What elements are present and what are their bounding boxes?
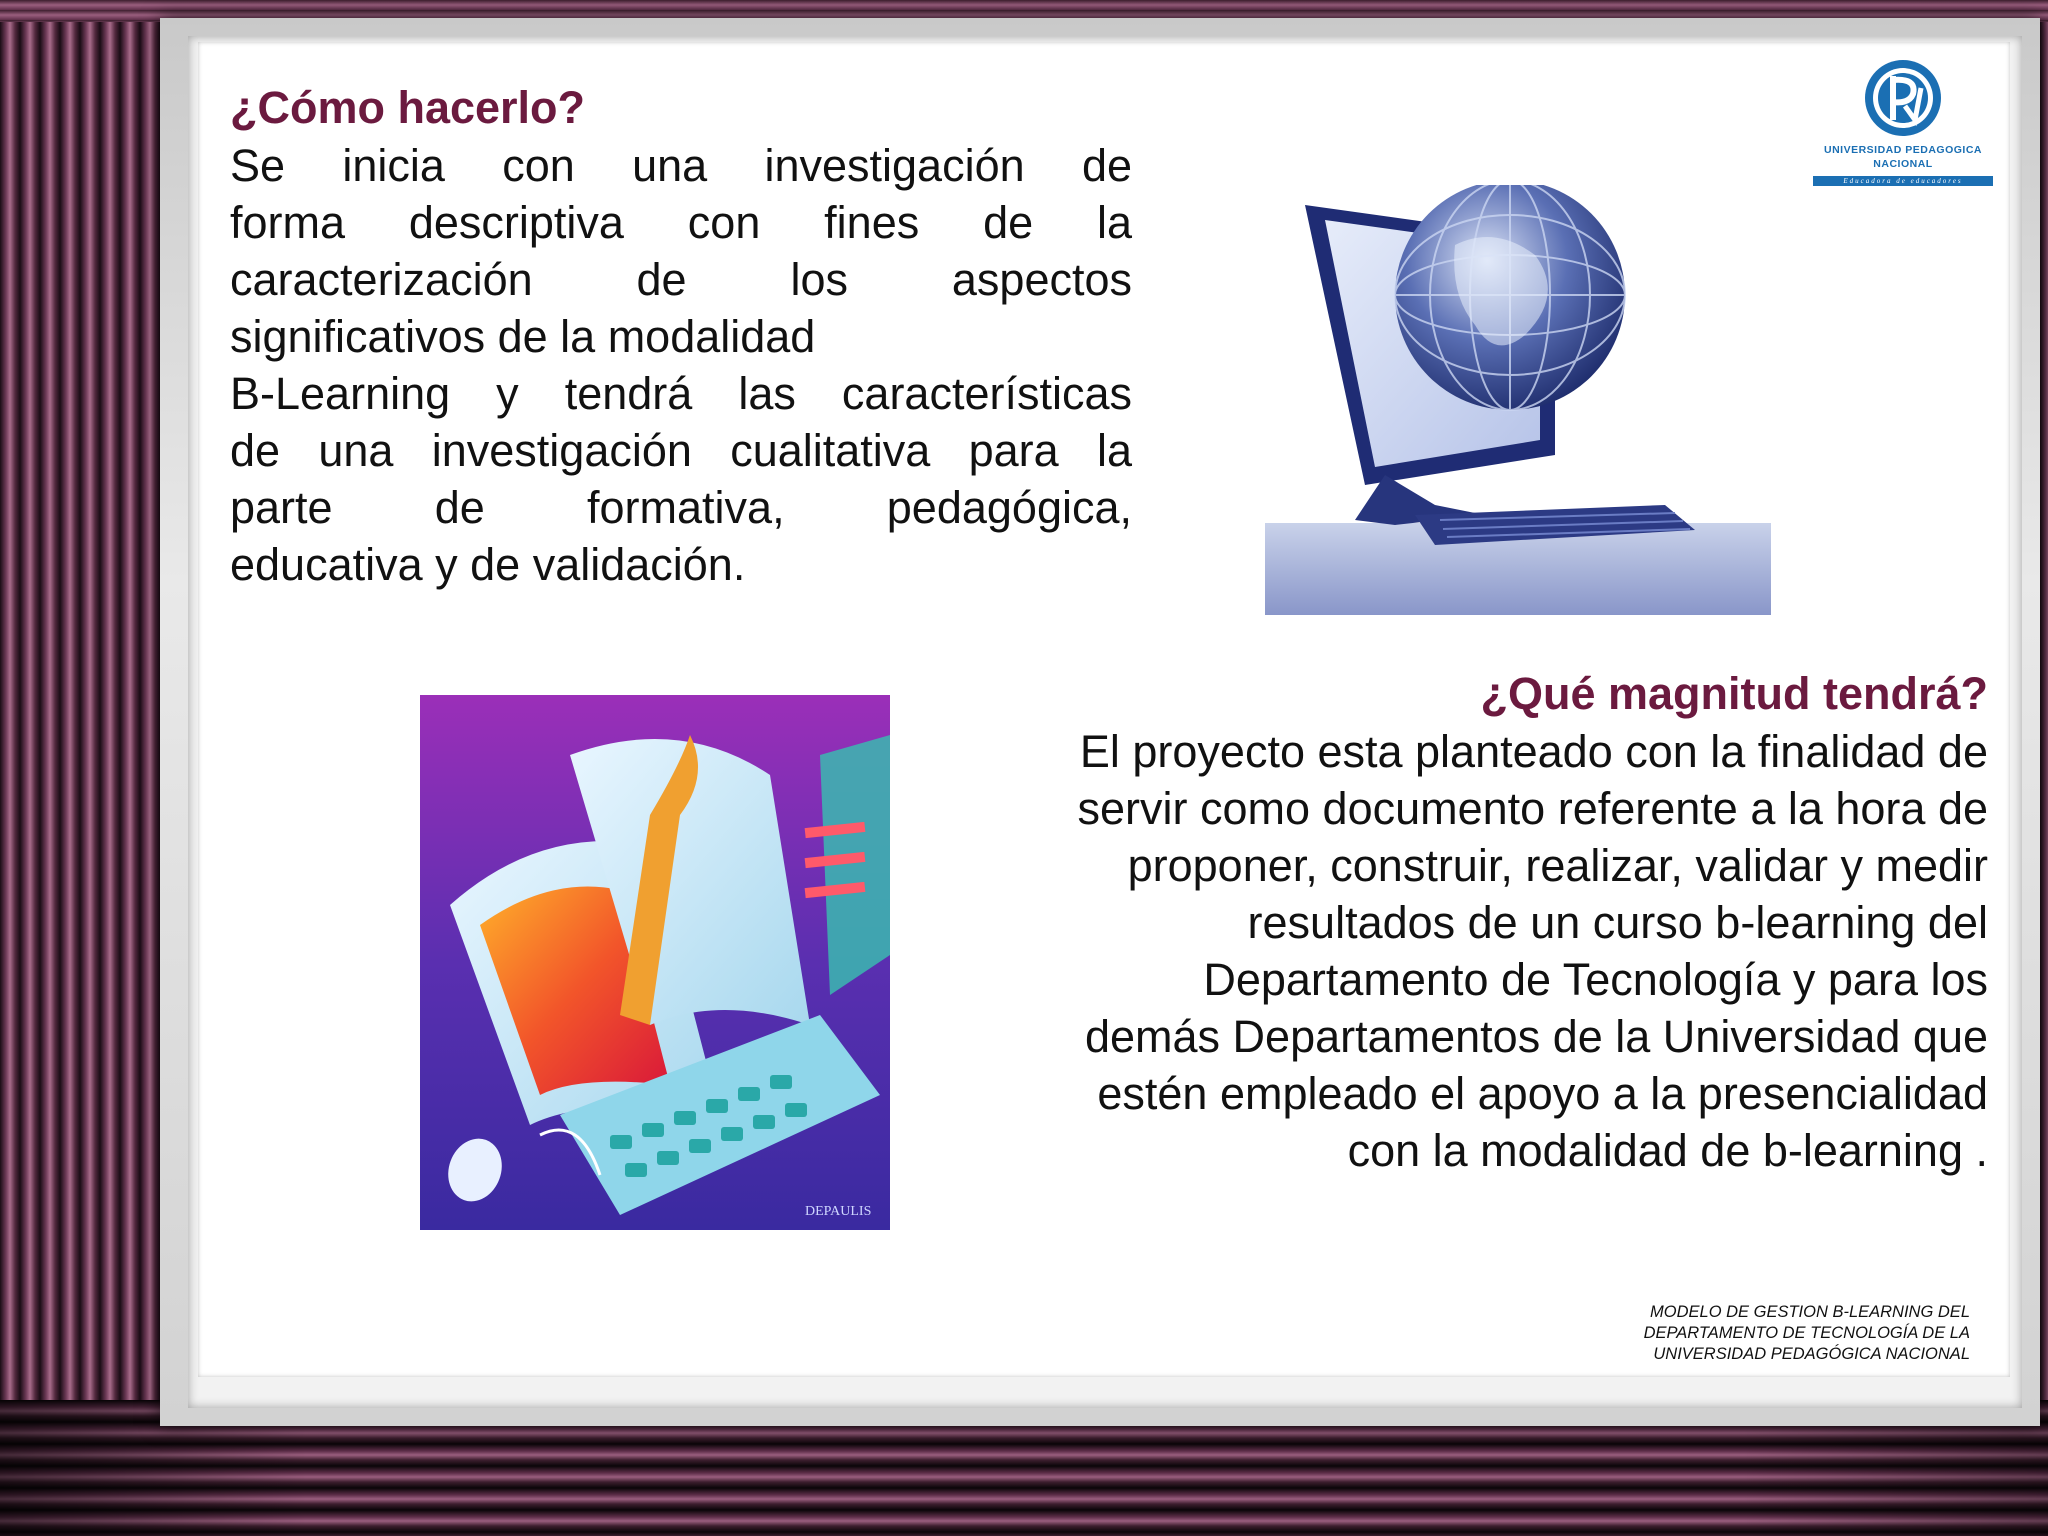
book-computer-clipart-image (420, 695, 895, 1255)
section2-line: demás Departamentos de la Universidad que (1084, 1011, 1988, 1062)
section1-line: Se inicia con una investigación de (230, 140, 1132, 191)
footer-line: DEPARTAMENTO DE TECNOLOGÍA DE LA (1643, 1324, 1970, 1342)
heading-que-magnitud: ¿Qué magnitud tendrá? (1480, 668, 1988, 719)
clipart-signature: DEPAULIS (805, 1204, 872, 1219)
section1-line: de una investigación cualitativa para la (230, 425, 1132, 476)
section2-line: proponer, construir, realizar, validar y medir (1127, 840, 1988, 891)
logo-tagline: Educadora de educadores (1843, 177, 1963, 185)
section2-line: servir como documento referente a la hora de (1077, 783, 1988, 834)
footer-line: MODELO DE GESTION B-LEARNING DEL (1650, 1303, 1970, 1321)
section2-line: con la modalidad de b-learning . (1347, 1125, 1988, 1176)
section1-line: significativos de la modalidad (230, 311, 816, 362)
footer-line: UNIVERSIDAD PEDAGÓGICA NACIONAL (1653, 1345, 1970, 1363)
section2-paragraph (908, 723, 1988, 1179)
section2-line: El proyecto esta planteado con la finalidad de (1079, 726, 1988, 777)
university-logo-icon (1813, 58, 1993, 190)
section1-paragraph (230, 137, 1132, 593)
heading-como-hacerlo: ¿Cómo hacerlo? (230, 82, 586, 133)
logo-text-line2: NACIONAL (1873, 158, 1933, 170)
section2-line: estén empleado el apoyo a la presencialidad (1097, 1068, 1988, 1119)
section1-line: B-Learning y tendrá las características (230, 368, 1132, 419)
slide-footer (1510, 1302, 1970, 1365)
computer-globe-image (1265, 185, 1771, 615)
section1-line: forma descriptiva con fines de la (230, 197, 1132, 248)
section2-line: Departamento de Tecnología y para los (1203, 954, 1988, 1005)
section1-line: caracterización de los aspectos (230, 254, 1132, 305)
section1-line: parte de formativa, pedagógica, (230, 482, 1132, 533)
section1-line: educativa y de validación. (230, 539, 746, 590)
section2-line: resultados de un curso b-learning del (1247, 897, 1988, 948)
logo-tagline-bar (1813, 176, 1993, 186)
logo-text-line1: UNIVERSIDAD PEDAGOGICA (1823, 144, 1982, 156)
